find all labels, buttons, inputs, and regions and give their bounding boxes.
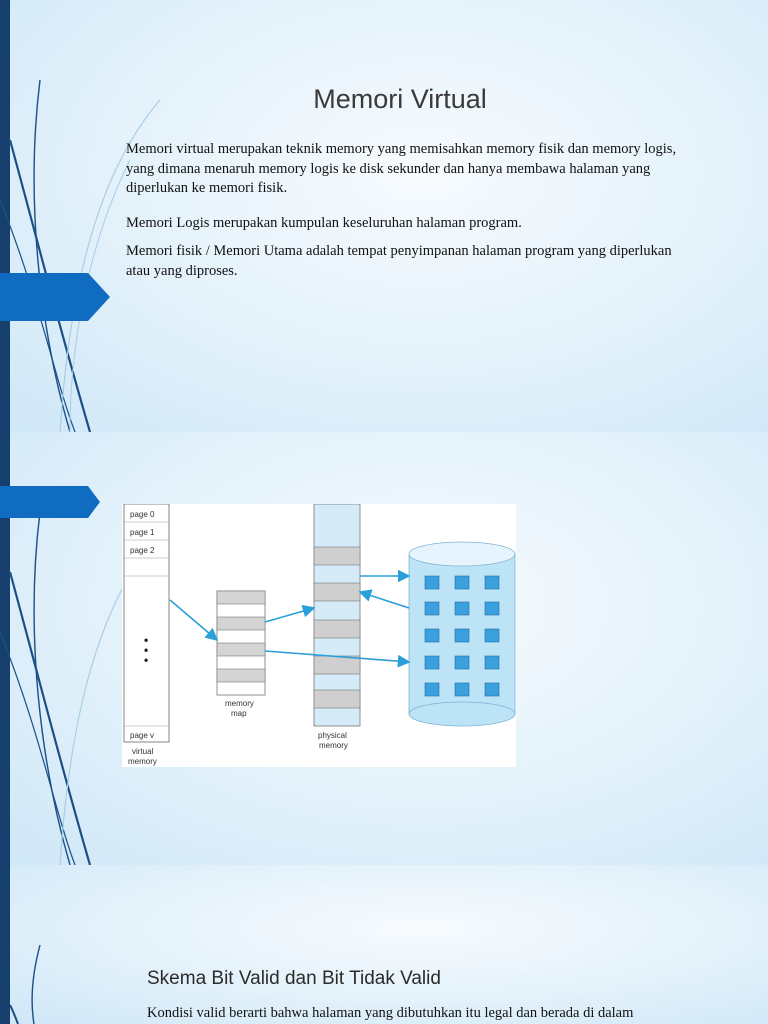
paragraph-logical-memory: Memori Logis merupakan kumpulan keseluruhan halaman program. [126, 215, 522, 231]
virtual-memory-label: memory [128, 757, 157, 766]
virtual-memory-label: virtual [132, 747, 154, 756]
memory-map-label: map [231, 709, 247, 718]
page-label: page 2 [130, 546, 155, 555]
ellipsis-dot: • [144, 643, 149, 657]
physical-memory [314, 504, 360, 750]
slide-3 [0, 865, 768, 1024]
physical-memory-label: physical [318, 731, 347, 740]
page-label: page 0 [130, 510, 155, 519]
memory-map-label: memory [225, 699, 254, 708]
paragraph-physical-memory: Memori fisik / Memori Utama adalah tempat penyimpanan halaman program yang diperlukan atau yang diproses. [126, 243, 672, 279]
paragraph-valid-bit: Kondisi valid berarti bahwa halaman yang dibutuhkan itu legal dan berada di dalam [147, 1005, 634, 1021]
section-arrow-tab [0, 478, 110, 526]
slide-subtitle: Skema Bit Valid dan Bit Tidak Valid [147, 968, 441, 989]
virtual-memory-column [124, 504, 169, 766]
physical-memory-label: memory [319, 741, 348, 750]
disk-storage [409, 542, 515, 726]
decorative-curves [0, 865, 160, 1024]
ellipsis-dot: • [144, 633, 149, 647]
mapping-arrows [170, 576, 409, 662]
section-arrow-tab [0, 273, 110, 321]
memory-map [217, 591, 265, 718]
slide-title: Memori Virtual [313, 84, 487, 114]
slide-1 [0, 0, 768, 432]
slide-2 [0, 432, 768, 865]
virtual-memory-diagram [122, 504, 516, 767]
page-label: page v [130, 731, 155, 740]
paragraph-definition: Memori virtual merupakan teknik memory yang memisahkan memory fisik dan memory logis, yang dimana menaruh memory logis ke disk sekunder dan hanya membawa halaman yang diperlukan ke memori fisik. [126, 141, 677, 196]
ellipsis-dots [144, 633, 148, 667]
ellipsis-dot: • [144, 653, 149, 667]
page-label: page 1 [130, 528, 155, 537]
